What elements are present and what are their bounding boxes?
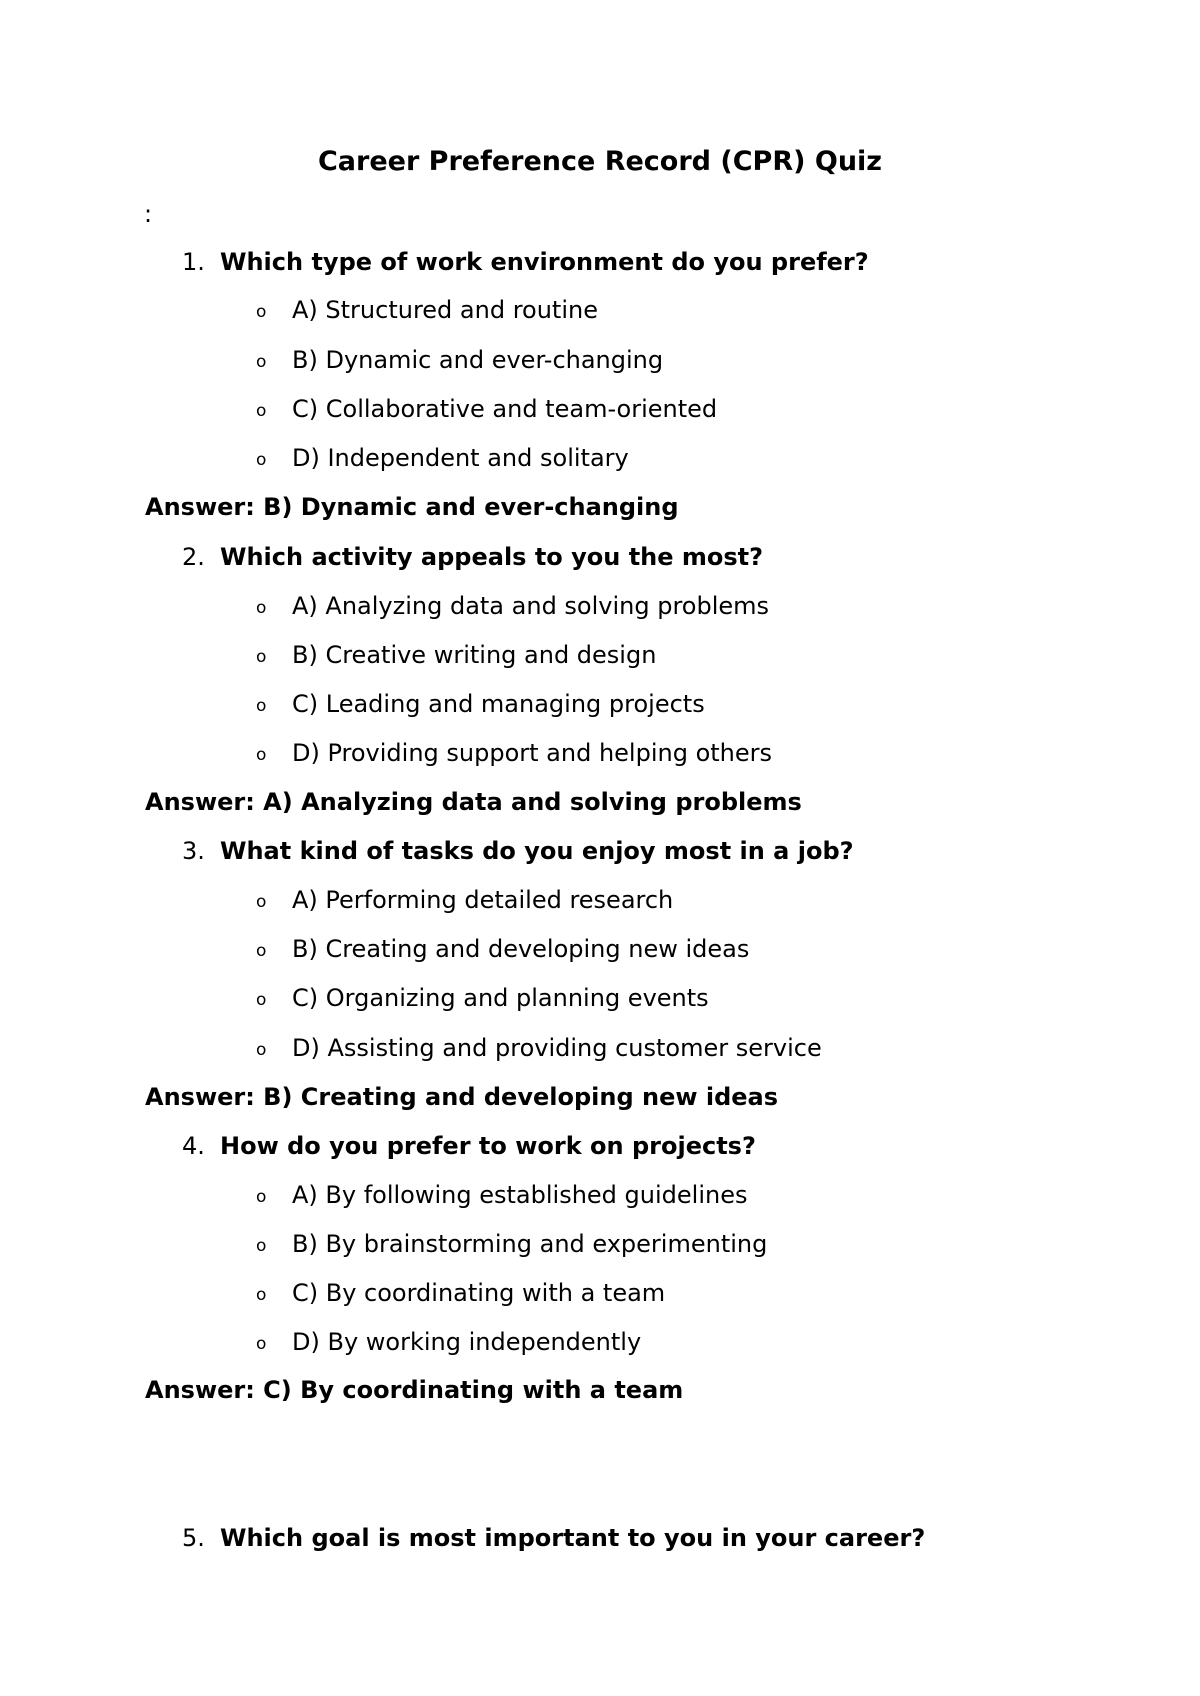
bullet-icon: o [256, 450, 267, 470]
question-4-option-b: B) By brainstorming and experimenting [292, 1230, 768, 1258]
bullet-icon: o [256, 598, 267, 618]
bullet-icon: o [256, 941, 267, 961]
bullet-icon: o [256, 1236, 267, 1256]
question-5-text: Which goal is most important to you in your career? [220, 1524, 926, 1552]
question-4-number: 4. [182, 1132, 205, 1160]
bullet-icon: o [256, 1285, 267, 1305]
bullet-icon: o [256, 647, 267, 667]
bullet-icon: o [256, 990, 267, 1010]
bullet-icon: o [256, 892, 267, 912]
question-4-option-a: A) By following established guidelines [292, 1181, 748, 1209]
question-1-option-c: C) Collaborative and team-oriented [292, 395, 718, 423]
intro-colon: : [144, 200, 153, 228]
bullet-icon: o [256, 1334, 267, 1354]
question-2-number: 2. [182, 543, 205, 571]
question-4-option-d: D) By working independently [292, 1328, 642, 1356]
question-2-option-c: C) Leading and managing projects [292, 690, 705, 718]
question-2-answer: Answer: A) Analyzing data and solving problems [145, 788, 802, 816]
question-2-text: Which activity appeals to you the most? [220, 543, 764, 571]
question-2-option-d: D) Providing support and helping others [292, 739, 773, 767]
bullet-icon: o [256, 696, 267, 716]
page-title: Career Preference Record (CPR) Quiz [317, 146, 883, 177]
bullet-icon: o [256, 302, 267, 322]
bullet-icon: o [256, 1187, 267, 1207]
question-2-option-b: B) Creative writing and design [292, 641, 657, 669]
question-3-text: What kind of tasks do you enjoy most in a job? [220, 837, 854, 865]
question-4-answer: Answer: C) By coordinating with a team [145, 1376, 684, 1404]
question-3-option-b: B) Creating and developing new ideas [292, 935, 750, 963]
question-4-option-c: C) By coordinating with a team [292, 1279, 666, 1307]
question-1-option-d: D) Independent and solitary [292, 444, 629, 472]
question-1-text: Which type of work environment do you prefer? [220, 248, 869, 276]
question-4-text: How do you prefer to work on projects? [220, 1132, 756, 1160]
bullet-icon: o [256, 352, 267, 372]
question-3-option-a: A) Performing detailed research [292, 886, 674, 914]
question-3-option-c: C) Organizing and planning events [292, 984, 709, 1012]
question-3-option-d: D) Assisting and providing customer service [292, 1034, 822, 1062]
question-1-option-b: B) Dynamic and ever-changing [292, 346, 664, 374]
question-5-number: 5. [182, 1524, 205, 1552]
question-2-option-a: A) Analyzing data and solving problems [292, 592, 770, 620]
question-1-answer: Answer: B) Dynamic and ever-changing [145, 493, 679, 521]
bullet-icon: o [256, 745, 267, 765]
bullet-icon: o [256, 1040, 267, 1060]
question-3-number: 3. [182, 837, 205, 865]
question-1-number: 1. [182, 248, 205, 276]
question-3-answer: Answer: B) Creating and developing new ideas [145, 1083, 779, 1111]
question-1-option-a: A) Structured and routine [292, 296, 598, 324]
bullet-icon: o [256, 401, 267, 421]
